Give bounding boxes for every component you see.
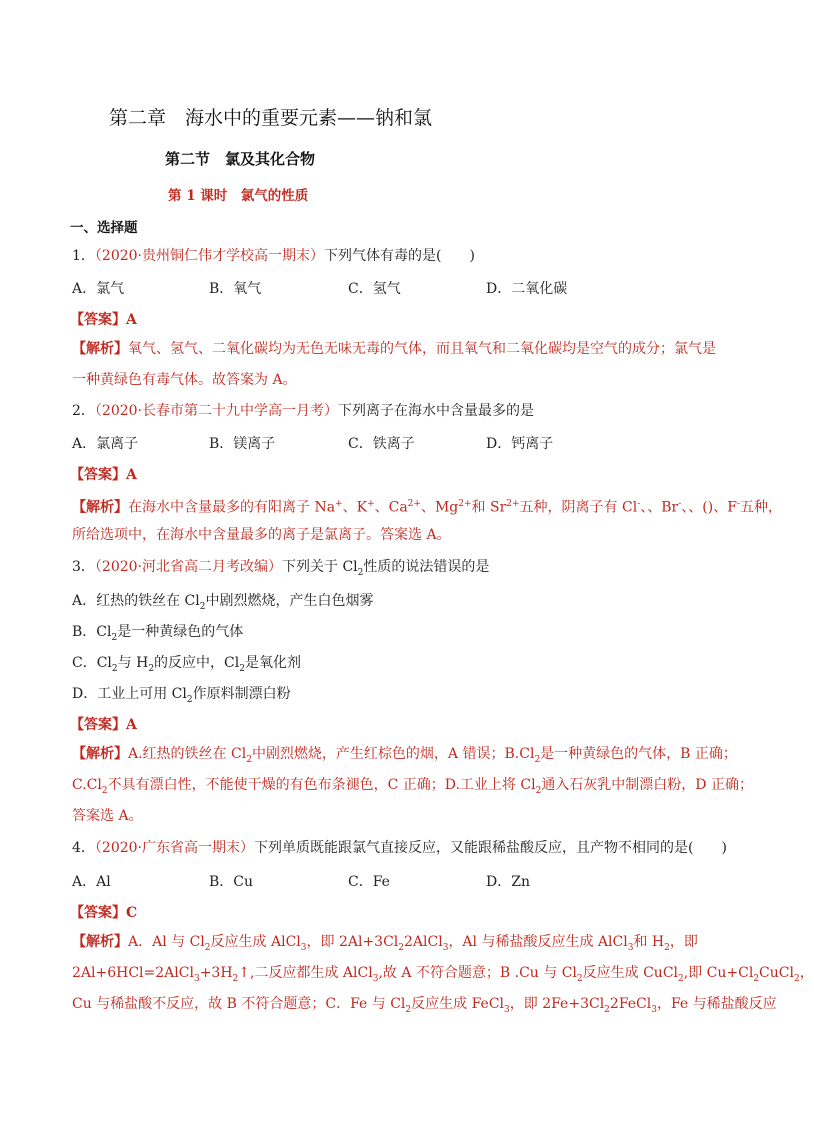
subscript: 2	[101, 785, 108, 796]
text: ,故 A 不符合题意；B .Cu 与 Cl	[378, 965, 577, 981]
subscript: 2	[398, 942, 405, 953]
question-text: 下列关于 Cl	[282, 559, 358, 575]
subscript: 3	[442, 942, 449, 953]
subscript: 2	[232, 973, 239, 984]
subscript: 2	[534, 754, 541, 765]
text: D．工业上可用 Cl	[72, 686, 187, 702]
text: 是一种黄绿色的气体，B 正确；	[540, 746, 737, 762]
q4-option-c: C．Fe	[348, 874, 390, 890]
question-source: （2020·贵州铜仁伟才学校高一期末）	[94, 248, 325, 264]
q2-option-d: D．钙离子	[486, 436, 554, 452]
text: ↑,二反应都生成 AlCl	[238, 965, 373, 981]
text: B．Cl	[72, 624, 112, 640]
subscript: 3	[193, 973, 200, 984]
text: 、K	[342, 499, 368, 516]
text: ，	[799, 965, 814, 981]
text: ，即 2Al+3Cl	[306, 934, 399, 950]
q2-analysis-line-1	[72, 495, 782, 517]
text: 是氧化剂	[244, 655, 301, 671]
question-source: （2020·长春市第二十九中学高一月考）	[94, 403, 339, 419]
q2-option-b: B．镁离子	[209, 436, 276, 452]
text: A．Al 与 Cl	[128, 934, 205, 950]
question-text: 下列单质既能跟氯气直接反应，又能跟稀盐酸反应，且产物不相同的是( )	[254, 840, 727, 856]
superscript: 2+	[458, 499, 472, 509]
text: 和 Sr	[471, 499, 507, 516]
text: 、、Br	[640, 499, 679, 516]
text: 五种，阴离子有 Cl	[519, 499, 638, 516]
q3-analysis-line-2	[72, 776, 753, 800]
subscript: 2	[535, 785, 542, 796]
q4-analysis-line-2	[72, 964, 814, 988]
text: ，即	[669, 934, 698, 950]
superscript: 2+	[407, 499, 421, 509]
q1-option-d: D．二氧化碳	[486, 281, 568, 297]
answer-value: A	[126, 467, 137, 483]
subscript: 2	[357, 567, 364, 578]
subscript: 2	[753, 973, 760, 984]
q2-analysis-line-2: 所给选项中，在海水中含量最多的离子是氯离子。答案选 A。	[72, 527, 451, 543]
question-number: 4．	[72, 840, 95, 856]
q3-option-a	[72, 590, 373, 612]
subscript: 2	[239, 663, 245, 674]
superscript: -	[678, 499, 682, 509]
q2-answer	[70, 464, 137, 484]
q4-analysis-line-1	[72, 933, 698, 957]
part-title: 一、选择题	[70, 220, 138, 236]
subscript: 2	[186, 694, 193, 705]
answer-label: 【答案】	[70, 467, 126, 483]
subscript: 2	[111, 663, 118, 674]
text: 中剧烈燃烧，产生白色烟雾	[205, 593, 374, 609]
analysis-text: 氧气、氢气、二氧化碳均为无色无味无毒的气体，而且氧气和二氧化碳均是空气的成分；氯气是	[128, 341, 716, 357]
text: 、Ca	[374, 499, 408, 516]
question-3-stem	[72, 558, 489, 582]
q1-analysis-line-2: 一种黄绿色有毒气体。故答案为 A。	[72, 372, 297, 388]
analysis-label: 【解析】	[72, 341, 128, 357]
text: 、、()、F	[681, 499, 737, 516]
subscript: 3	[651, 1004, 657, 1015]
answer-value: A	[126, 312, 137, 328]
answer-value: C	[126, 905, 138, 921]
subscript: 3	[372, 973, 379, 984]
text: +3H	[199, 965, 233, 981]
question-text: 下列离子在海水中含量最多的是	[338, 403, 535, 419]
text: ，Al 与稀盐酸反应生成 AlCl	[448, 934, 628, 950]
chapter-title: 第二章 海水中的重要元素——钠和氯	[109, 107, 433, 129]
q1-option-c: C．氢气	[348, 281, 401, 297]
answer-label: 【答案】	[70, 717, 126, 733]
q3-analysis-line-3: 答案选 A。	[72, 808, 143, 824]
superscript: +	[367, 499, 375, 509]
text: 反应生成 FeCl	[411, 996, 505, 1012]
question-number: 2．	[72, 403, 95, 419]
text: 作原料制漂白粉	[192, 686, 291, 702]
text: C．Cl	[72, 655, 112, 671]
subscript: 2	[246, 754, 252, 765]
q2-option-c: C．铁离子	[348, 436, 415, 452]
text: 是一种黄绿色的气体	[117, 624, 244, 640]
analysis-label: 【解析】	[72, 499, 128, 516]
subscript: 3	[300, 942, 307, 953]
subscript: 2	[678, 973, 684, 984]
subscript: 2	[111, 632, 118, 643]
superscript: +	[335, 499, 343, 509]
q1-analysis-line-1	[72, 340, 716, 358]
question-number: 3．	[72, 559, 95, 575]
text: A．红热的铁丝在 Cl	[72, 593, 200, 609]
superscript: -	[736, 499, 740, 509]
text: 五种，	[739, 499, 782, 516]
text: 2AlCl	[404, 934, 443, 950]
text: A.红热的铁丝在 Cl	[128, 746, 247, 762]
text: ,即 Cu+Cl	[683, 965, 754, 981]
subscript: 2	[204, 942, 211, 953]
q4-answer	[70, 902, 137, 922]
text: 和 H	[633, 934, 665, 950]
question-source: （2020·河北省高二月考改编）	[94, 559, 283, 575]
text: 在海水中含量最多的有阳离子 Na	[128, 499, 336, 516]
question-source: （2020·广东省高一期末）	[94, 840, 255, 856]
analysis-label: 【解析】	[72, 746, 128, 762]
q3-option-c	[72, 652, 301, 674]
question-1-stem	[72, 247, 475, 265]
question-number: 1．	[72, 248, 95, 264]
text: 反应生成 CuCl	[582, 965, 679, 981]
text: 反应生成 AlCl	[210, 934, 301, 950]
text: 的反应中，Cl	[154, 655, 240, 671]
q2-option-a: A．氯离子	[72, 436, 139, 452]
superscript: 2+	[506, 499, 520, 509]
q1-option-b: B．氧气	[209, 281, 262, 297]
text: 通入石灰乳中制漂白粉，D 正确；	[541, 777, 753, 793]
subscript: 2	[199, 601, 206, 612]
subscript: 3	[504, 1004, 510, 1015]
text: 、Mg	[420, 499, 459, 516]
q3-answer	[70, 714, 137, 734]
text: 2FeCl	[609, 996, 652, 1012]
q4-option-d: D．Zn	[486, 874, 530, 890]
q4-analysis-line-3	[72, 995, 777, 1019]
analysis-label: 【解析】	[72, 934, 128, 950]
q4-option-a: A．Al	[72, 874, 111, 890]
q3-option-d	[72, 683, 291, 705]
text: C.Cl	[72, 777, 102, 793]
answer-label: 【答案】	[70, 905, 126, 921]
subscript: 2	[604, 1004, 610, 1015]
text: CuCl	[759, 965, 794, 981]
text: ，Fe 与稀盐酸反应	[656, 996, 777, 1012]
text: 不具有漂白性，不能使干燥的有色布条褪色，C 正确；D.工业上将 Cl	[107, 777, 536, 793]
subscript: 3	[627, 942, 634, 953]
section-title: 第二节 氯及其化合物	[165, 150, 316, 168]
subscript: 2	[405, 1004, 412, 1015]
answer-value: A	[126, 717, 137, 733]
question-4-stem	[72, 839, 727, 857]
question-text: 性质的说法错误的是	[363, 559, 490, 575]
text: 与 H	[117, 655, 149, 671]
answer-label: 【答案】	[70, 312, 126, 328]
text: 中剧烈燃烧，产生红棕色的烟，A 错误；B.Cl	[251, 746, 535, 762]
subscript: 2	[148, 663, 155, 674]
question-2-stem	[72, 402, 534, 420]
text: Cu 与稀盐酸不反应，故 B 不符合题意；C．Fe 与 Cl	[72, 996, 406, 1012]
text: ，即 2Fe+3Cl	[509, 996, 605, 1012]
q3-analysis-line-1	[72, 745, 737, 769]
superscript: -	[637, 499, 641, 509]
subscript: 2	[576, 973, 583, 984]
subscript: 2	[793, 973, 800, 984]
q1-option-a: A．氯气	[72, 281, 125, 297]
subscript: 2	[664, 942, 670, 953]
q4-option-b: B．Cu	[209, 874, 254, 890]
q1-answer	[70, 309, 137, 329]
text: 2Al+6HCl=2AlCl	[72, 965, 194, 981]
q3-option-b	[72, 621, 243, 643]
question-text: 下列气体有毒的是( )	[324, 248, 475, 264]
lesson-title: 第 1 课时 氯气的性质	[168, 188, 309, 204]
